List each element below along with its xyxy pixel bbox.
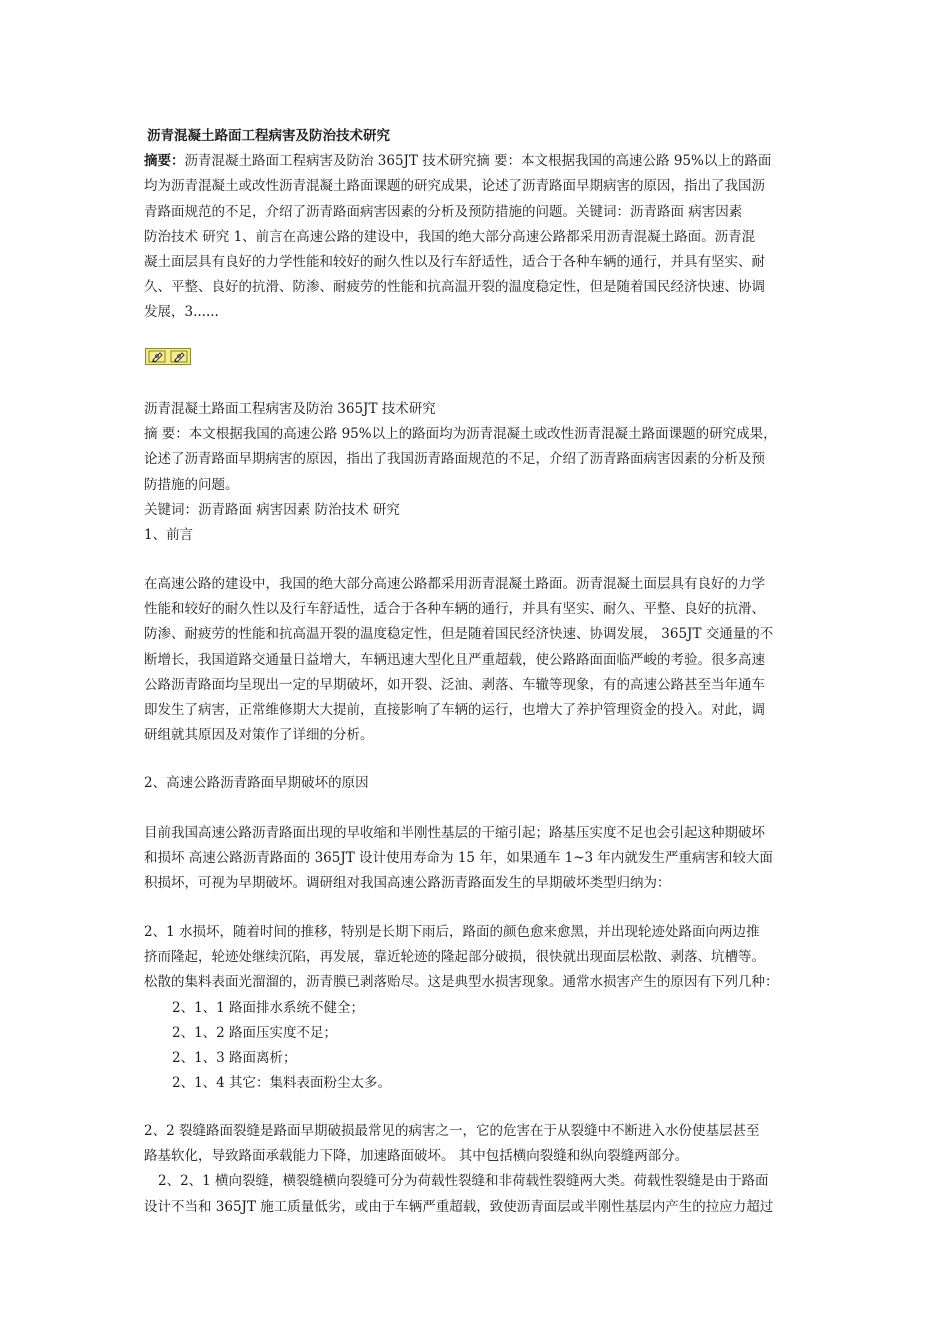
paragraph-line: 性能和较好的耐久性以及行车舒适性，适合于各种车辆的通行，并具有坚实、耐久、平整、良好的抗滑、 (144, 601, 765, 618)
paragraph-line: 2、2 裂缝路面裂缝是路面早期破损最常见的病害之一，它的危害在于从裂缝中不断进入水份使基层甚至 (144, 1123, 760, 1139)
keywords: 关键词：沥青路面 病害因素 防治技术 研究 (144, 501, 400, 518)
paragraph-line: 公路沥青路面均呈现出一定的早期破坏，如开裂、泛油、剥落、车辙等现象，有的高速公路甚至当年通车 (144, 676, 765, 693)
paragraph-line: 路基软化，导致路面承载能力下降，加速路面破坏。 其中包括横向裂缝和纵向裂缝两部分。 (144, 1148, 689, 1165)
section-2-2 (144, 1119, 816, 1220)
summary-line: 防治技术 研究 1、前言在高速公路的建设中，我国的绝大部分高速公路都采用沥青混凝土路面。沥青混 (144, 228, 756, 245)
paragraph-line: 积损坏，可视为早期破坏。调研组对我国高速公路沥青路面发生的早期破坏类型归纳为： (144, 875, 671, 892)
paragraph-line: 2、2、1 横向裂缝，横裂缝横向裂缝可分为荷载性裂缝和非荷载性裂缝两大类。荷载性裂缝是由于路面 (158, 1173, 769, 1190)
article-header (144, 397, 816, 548)
paragraph-line: 目前我国高速公路沥青路面出现的早收缩和半刚性基层的干缩引起；路基压实度不足也会引起这种期破坏 (144, 825, 765, 841)
section-2-heading-block (144, 771, 816, 796)
summary-line: 摘要：沥青混凝土路面工程病害及防治 365JT 技术研究摘 要：本文根据我国的高速公路 95%以上的路面 (144, 153, 772, 170)
abstract-label: 摘要： (144, 153, 185, 170)
paragraph-line: 2、1 水损坏，随着时间的推移，特别是长期下雨后，路面的颜色愈来愈黑，并出现轮迹处路面向两边推 (144, 924, 760, 940)
abstract-line: 论述了沥青路面早期病害的原因，指出了我国沥青路面规范的不足，介绍了沥青路面病害因素的分析及预 (144, 451, 765, 468)
summary-line: 青路面规范的不足，介绍了沥青路面病害因素的分析及预防措施的问题。关键词：沥青路面 病害因素 (144, 203, 743, 220)
summary-line: 久、平整、良好的抗滑、防渗、耐疲劳的性能和抗高温开裂的温度稳定性，但是随着国民经济快速、协调 (144, 279, 765, 296)
list-item: 2、1、4 其它：集料表面粉尘太多。 (172, 1075, 392, 1092)
list-item: 2、1、1 路面排水系统不健全； (172, 999, 365, 1016)
list-item: 2、1、2 路面压实度不足； (172, 1024, 338, 1041)
summary-line: 发展，3...... (144, 304, 219, 321)
paragraph-line: 和损坏 高速公路沥青路面的 365JT 设计使用寿命为 15 年，如果通车 1~3 年内就发生严重病害和较大面 (144, 850, 773, 867)
paragraph-line: 研组就其原因及对策作了详细的分析。 (144, 727, 374, 744)
paragraph-line: 断增长，我国道路交通量日益增大，车辆迅速大型化且严重超载，使公路路面面临严峻的考验。很多高速 (144, 651, 765, 668)
paragraph-line: 设计不当和 365JT 施工质量低劣，或由于车辆严重超载，致使沥青面层或半刚性基层内产生的拉应力超过 (144, 1198, 774, 1215)
summary-block (144, 124, 816, 326)
edit-toolbar (145, 348, 191, 365)
paragraph-line: 松散的集料表面光溜溜的，沥青膜已剥落贻尽。这是典型水损害现象。通常水损害产生的原因有下列几种： (144, 974, 779, 991)
paragraph-line: 即发生了病害，正常维修期大大提前，直接影响了车辆的运行，也增大了养护管理资金的投入。对此，调 (144, 702, 765, 719)
section-1-body (144, 572, 816, 748)
summary-line: 凝土面层具有良好的力学性能和较好的耐久性以及行车舒适性，适合于各种车辆的通行，并具有坚实、耐 (144, 254, 765, 271)
paragraph-line: 在高速公路的建设中，我国的绝大部分高速公路都采用沥青混凝土路面。沥青混凝土面层具有良好的力学 (144, 576, 765, 592)
summary-line: 均为沥青混凝土或改性沥青混凝土路面课题的研究成果，论述了沥青路面早期病害的原因，指出了我国沥 (144, 178, 765, 195)
section-2-1 (144, 920, 816, 1096)
section-2-body (144, 821, 816, 897)
edit-icon[interactable] (148, 350, 166, 363)
summary-title: 沥青混凝土路面工程病害及防治技术研究 (147, 128, 390, 144)
paragraph-line: 挤而隆起，轮迹处继续沉陷，再发展，靠近轮迹的隆起部分破损，很快就出现面层松散、剥落、坑槽等。 (144, 949, 765, 966)
section-heading: 2、高速公路沥青路面早期破坏的原因 (144, 775, 369, 791)
paragraph-line: 防渗、耐疲劳的性能和抗高温开裂的温度稳定性，但是随着国民经济快速、协调发展， 365JT 交通量的不 (144, 626, 774, 643)
abstract-line: 摘 要：本文根据我国的高速公路 95%以上的路面均为沥青混凝土或改性沥青混凝土路面课题的研究成果， (144, 426, 777, 443)
edit-icon[interactable] (170, 350, 188, 363)
article-title: 沥青混凝土路面工程病害及防治 365JT 技术研究 (144, 401, 436, 417)
section-heading: 1、前言 (144, 527, 194, 544)
list-item: 2、1、3 路面离析； (172, 1050, 297, 1067)
abstract-line: 防措施的问题。 (144, 476, 239, 493)
